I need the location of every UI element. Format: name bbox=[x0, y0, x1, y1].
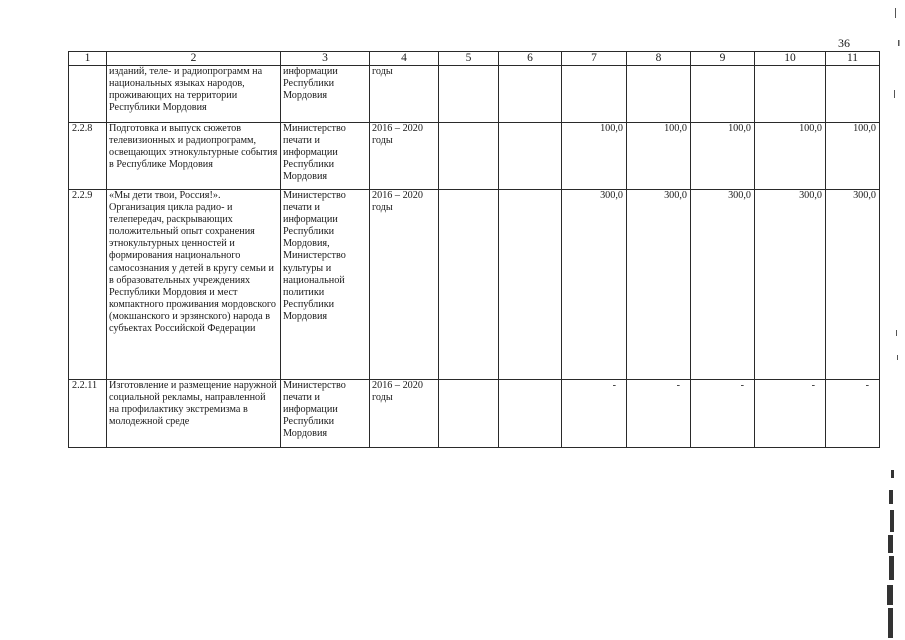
column-number-row bbox=[69, 52, 880, 66]
row-executor: Министерство печати и информации Республики Мордовия bbox=[281, 380, 370, 448]
page-number: 36 bbox=[838, 36, 850, 50]
row-executor: Министерство печати и информации Республики Мордовия bbox=[281, 123, 370, 190]
column-header: 5 bbox=[439, 52, 499, 66]
column-header: 8 bbox=[627, 52, 691, 66]
row-period: годы bbox=[370, 66, 439, 123]
row-value-col11: 300,0 bbox=[826, 190, 880, 380]
row-value-col6 bbox=[499, 190, 562, 380]
table-row bbox=[69, 380, 880, 448]
row-value-col7: 100,0 bbox=[562, 123, 627, 190]
row-value-col7: - bbox=[562, 380, 627, 448]
column-header: 4 bbox=[370, 52, 439, 66]
row-value-col9 bbox=[691, 66, 755, 123]
table-row bbox=[69, 123, 880, 190]
row-value-col8: 300,0 bbox=[627, 190, 691, 380]
column-header: 9 bbox=[691, 52, 755, 66]
row-value-col5 bbox=[439, 123, 499, 190]
row-value-col8 bbox=[627, 66, 691, 123]
row-value-col10: - bbox=[755, 380, 826, 448]
row-value-col10 bbox=[755, 66, 826, 123]
scan-edge-artifact bbox=[865, 0, 905, 640]
row-executor: информации Республики Мордовия bbox=[281, 66, 370, 123]
row-executor: Министерство печати и информации Республики Мордовия, Министерство культуры и национальной политики Республики Мордовия bbox=[281, 190, 370, 380]
row-value-col7: 300,0 bbox=[562, 190, 627, 380]
column-header: 7 bbox=[562, 52, 627, 66]
column-header: 6 bbox=[499, 52, 562, 66]
row-value-col5 bbox=[439, 380, 499, 448]
row-activity-name: Изготовление и размещение наружной социальной рекламы, направленной на профилактику экстремизма в молодежной среде bbox=[107, 380, 281, 448]
row-period: 2016 – 2020 годы bbox=[370, 190, 439, 380]
row-value-col7 bbox=[562, 66, 627, 123]
program-activities-table bbox=[68, 51, 880, 448]
row-value-col6 bbox=[499, 123, 562, 190]
row-code: 2.2.8 bbox=[69, 123, 107, 190]
row-value-col10: 100,0 bbox=[755, 123, 826, 190]
row-value-col6 bbox=[499, 66, 562, 123]
row-period: 2016 – 2020 годы bbox=[370, 123, 439, 190]
row-value-col5 bbox=[439, 190, 499, 380]
table-row bbox=[69, 190, 880, 380]
column-header: 2 bbox=[107, 52, 281, 66]
row-value-col9: - bbox=[691, 380, 755, 448]
row-value-col6 bbox=[499, 380, 562, 448]
table-row bbox=[69, 66, 880, 123]
row-value-col9: 100,0 bbox=[691, 123, 755, 190]
column-header: 11 bbox=[826, 52, 880, 66]
row-value-col8: 100,0 bbox=[627, 123, 691, 190]
column-header: 1 bbox=[69, 52, 107, 66]
row-activity-name: изданий, теле- и радиопрограмм на национальных языках народов, проживающих на территории Республики Мордовия bbox=[107, 66, 281, 123]
row-value-col9: 300,0 bbox=[691, 190, 755, 380]
row-code: 2.2.9 bbox=[69, 190, 107, 380]
row-value-col11: 100,0 bbox=[826, 123, 880, 190]
column-header: 3 bbox=[281, 52, 370, 66]
row-code bbox=[69, 66, 107, 123]
row-period: 2016 – 2020 годы bbox=[370, 380, 439, 448]
row-value-col10: 300,0 bbox=[755, 190, 826, 380]
row-activity-name: Подготовка и выпуск сюжетов телевизионных и радиопрограмм, освещающих этнокультурные события в Республике Мордовия bbox=[107, 123, 281, 190]
row-value-col11: - bbox=[826, 380, 880, 448]
column-header: 10 bbox=[755, 52, 826, 66]
row-value-col8: - bbox=[627, 380, 691, 448]
row-value-col5 bbox=[439, 66, 499, 123]
row-activity-name: «Мы дети твои, Россия!». Организация цикла радио- и телепередач, раскрывающих положительный опыт сохранения этнокультурных ценностей и формирования национального самосознания у детей в кругу семьи и в образовательных учреждениях Республики Мордовия и мест компактного проживания мордовского (мокшанского и эрзянского) народа в субъектах Российской Федерации bbox=[107, 190, 281, 380]
row-code: 2.2.11 bbox=[69, 380, 107, 448]
